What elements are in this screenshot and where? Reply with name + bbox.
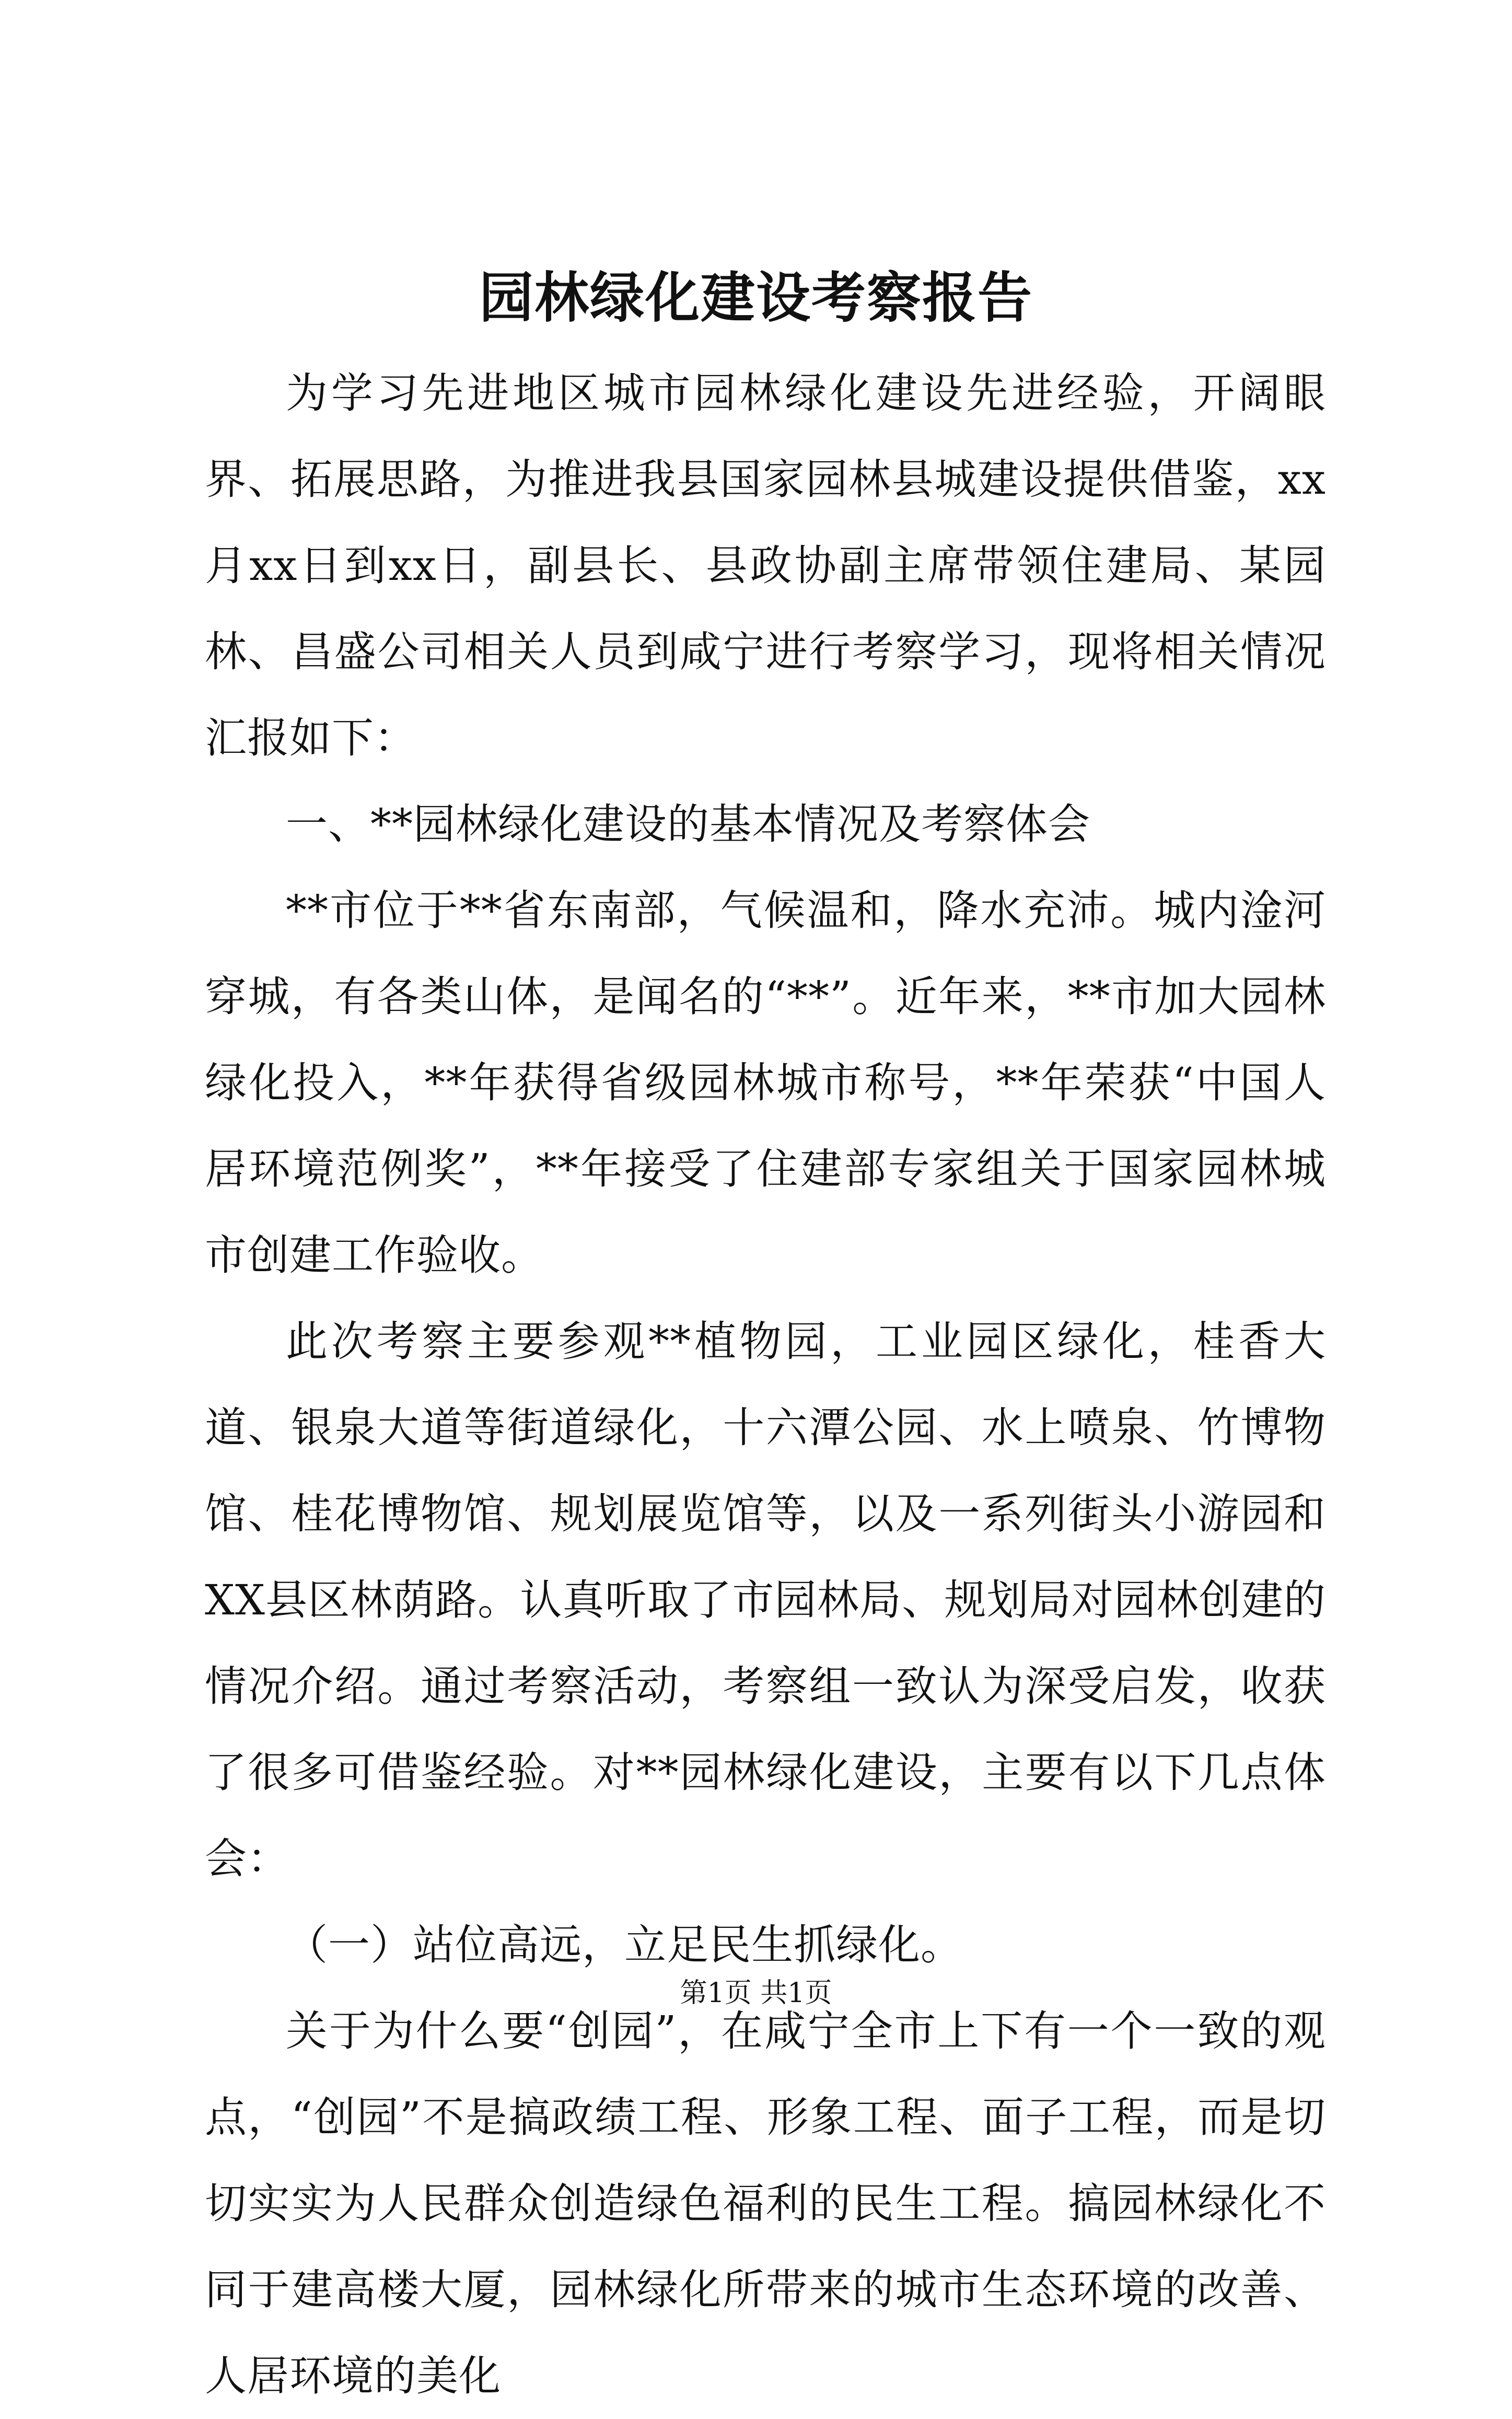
document-body <box>205 350 1326 2419</box>
paragraph-intro: 为学习先进地区城市园林绿化建设先进经验，开阔眼界、拓展思路，为推进我县国家园林县城建设提供借鉴，xx月xx日到xx日，副县长、县政协副主席带领住建局、某园林、昌盛公司相关人员到咸宁进行考察学习，现将相关情况汇报如下： <box>205 369 1326 762</box>
subsection-heading-1: （一）站位高远，立足民生抓绿化。 <box>286 1921 963 1969</box>
paragraph-city-overview: **市位于**省东南部，气候温和，降水充沛。城内淦河穿城，有各类山体，是闻名的“**”。近年来，**市加大园林绿化投入，**年获得省级园林城市称号，**年荣获“中国人居环境范例奖”，**年接受了住建部专家组关于国家园林城市创建工作验收。 <box>205 886 1326 1280</box>
paragraph-why-create-garden: 关于为什么要“创园”，在咸宁全市上下有一个一致的观点，“创园”不是搞政绩工程、形象工程、面子工程，而是切切实实为人民群众创造绿色福利的民生工程。搞园林绿化不同于建高楼大厦，园林绿化所带来的城市生态环境的改善、人居环境的美化 <box>205 2007 1326 2400</box>
paragraph-visit-summary: 此次考察主要参观**植物园，工业园区绿化，桂香大道、银泉大道等街道绿化，十六潭公园、水上喷泉、竹博物馆、桂花博物馆、规划展览馆等，以及一系列街头小游园和XX县区林荫路。认真听取了市园林局、规划局对园林创建的情况介绍。通过考察活动，考察组一致认为深受启发，收获了很多可借鉴经验。对**园林绿化建设，主要有以下几点体会： <box>205 1317 1326 1883</box>
section-heading-1: 一、**园林绿化建设的基本情况及考察体会 <box>286 800 1090 848</box>
document-title: 园林绿化建设考察报告 <box>479 265 1033 330</box>
page-footer: 第1页 共1页 <box>680 1978 832 2009</box>
